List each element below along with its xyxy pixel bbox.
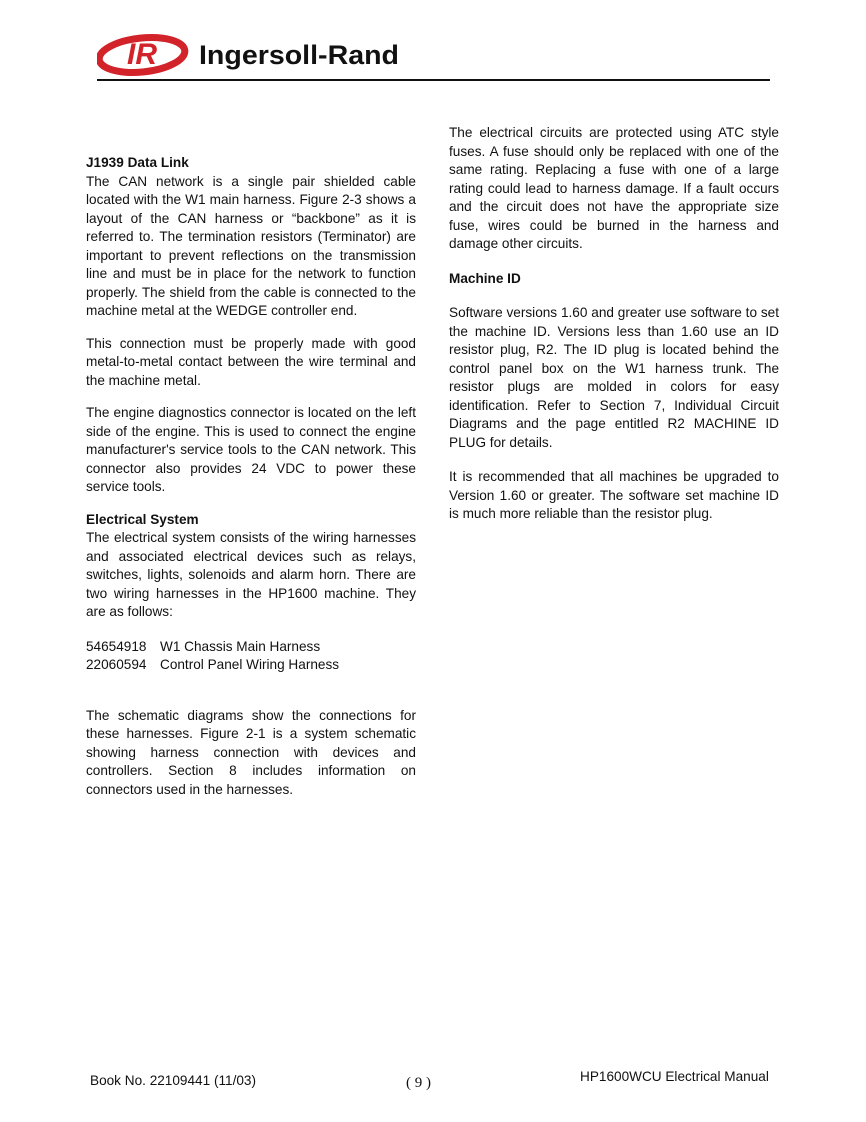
- part-number: 22060594: [86, 657, 147, 672]
- part-name: Control Panel Wiring Harness: [160, 657, 340, 672]
- left-column: [86, 154, 416, 799]
- electrical-system-heading: Electrical System: [86, 511, 199, 527]
- harness-list: [86, 638, 416, 675]
- j1939-heading: J1939 Data Link: [86, 155, 189, 170]
- schematic-paragraph: The schematic diagrams show the connections for these harnesses. Figure 2-1 is a system schematic showing harness connection with devices and controllers. Section 8 includes information on connectors used in the harnesses.: [86, 707, 416, 797]
- page-number: ( 9 ): [406, 1075, 431, 1091]
- fuse-paragraph: The electrical circuits are protected using ATC style fuses. A fuse should only be replaced with one of the same rating. Replacing a fuse with one of a large rating could lead to harness damage. If a fault occurs and the circuit does not have the appropriate size fuse, wires could be burned in the harness and damage other circuits.: [449, 125, 779, 251]
- electrical-system-paragraph: The electrical system consists of the wiring harnesses and associated electrical devices such as relays, switches, lights, solenoids and alarm horn. There are two wiring harnesses in the HP1600 machine. They are as follows:: [86, 530, 416, 619]
- book-number: Book No. 22109441 (11/03): [90, 1073, 257, 1088]
- diagnostics-connector-paragraph: The engine diagnostics connector is located on the left side of the engine. This is used to connect the engine manufacturer's service tools to the CAN network. This connector also provides 24 VDC to power these service tools.: [86, 405, 416, 494]
- can-network-paragraph: The CAN network is a single pair shielded cable located with the W1 main harness. Figure 2-3 shows a layout of the CAN harness or “backbone” as it is referred to. The termination resistors (Terminator) are important to prevent reflections on the transmission line and must be in place for the network to function properly. The shield from the cable is connected to the machine metal at the WEDGE controller end.: [86, 173, 416, 318]
- logo-svg: [97, 33, 407, 79]
- part-name: W1 Chassis Main Harness: [160, 638, 321, 654]
- manual-title: HP1600WCU Electrical Manual: [580, 1069, 769, 1084]
- list-item: [86, 638, 416, 657]
- connection-paragraph: This connection must be properly made with good metal-to-metal contact between the wire terminal and the machine metal.: [86, 335, 416, 388]
- list-item: [86, 656, 416, 675]
- part-number: 54654918: [86, 638, 147, 654]
- upgrade-paragraph: It is recommended that all machines be upgraded to Version 1.60 or greater. The software set machine ID is much more reliable than the resistor plug.: [449, 469, 779, 521]
- logo-wordmark: Ingersoll-Rand: [199, 40, 399, 70]
- machine-id-paragraph: Software versions 1.60 and greater use software to set the machine ID. Versions less than 1.60 use an ID resistor plug, R2. The ID plug is located behind the control panel box on the W1 harness trunk. The resistor plugs are molded in colors for easy identification. Refer to Section 7, Individual Circuit Diagrams and the page entitled R2 MACHINE ID PLUG for details.: [449, 305, 779, 450]
- ingersoll-rand-logo: [97, 33, 407, 79]
- machine-id-heading: Machine ID: [449, 270, 521, 286]
- right-column: [449, 124, 779, 524]
- header-rule: [97, 79, 770, 81]
- logo-mark: IR: [127, 38, 157, 71]
